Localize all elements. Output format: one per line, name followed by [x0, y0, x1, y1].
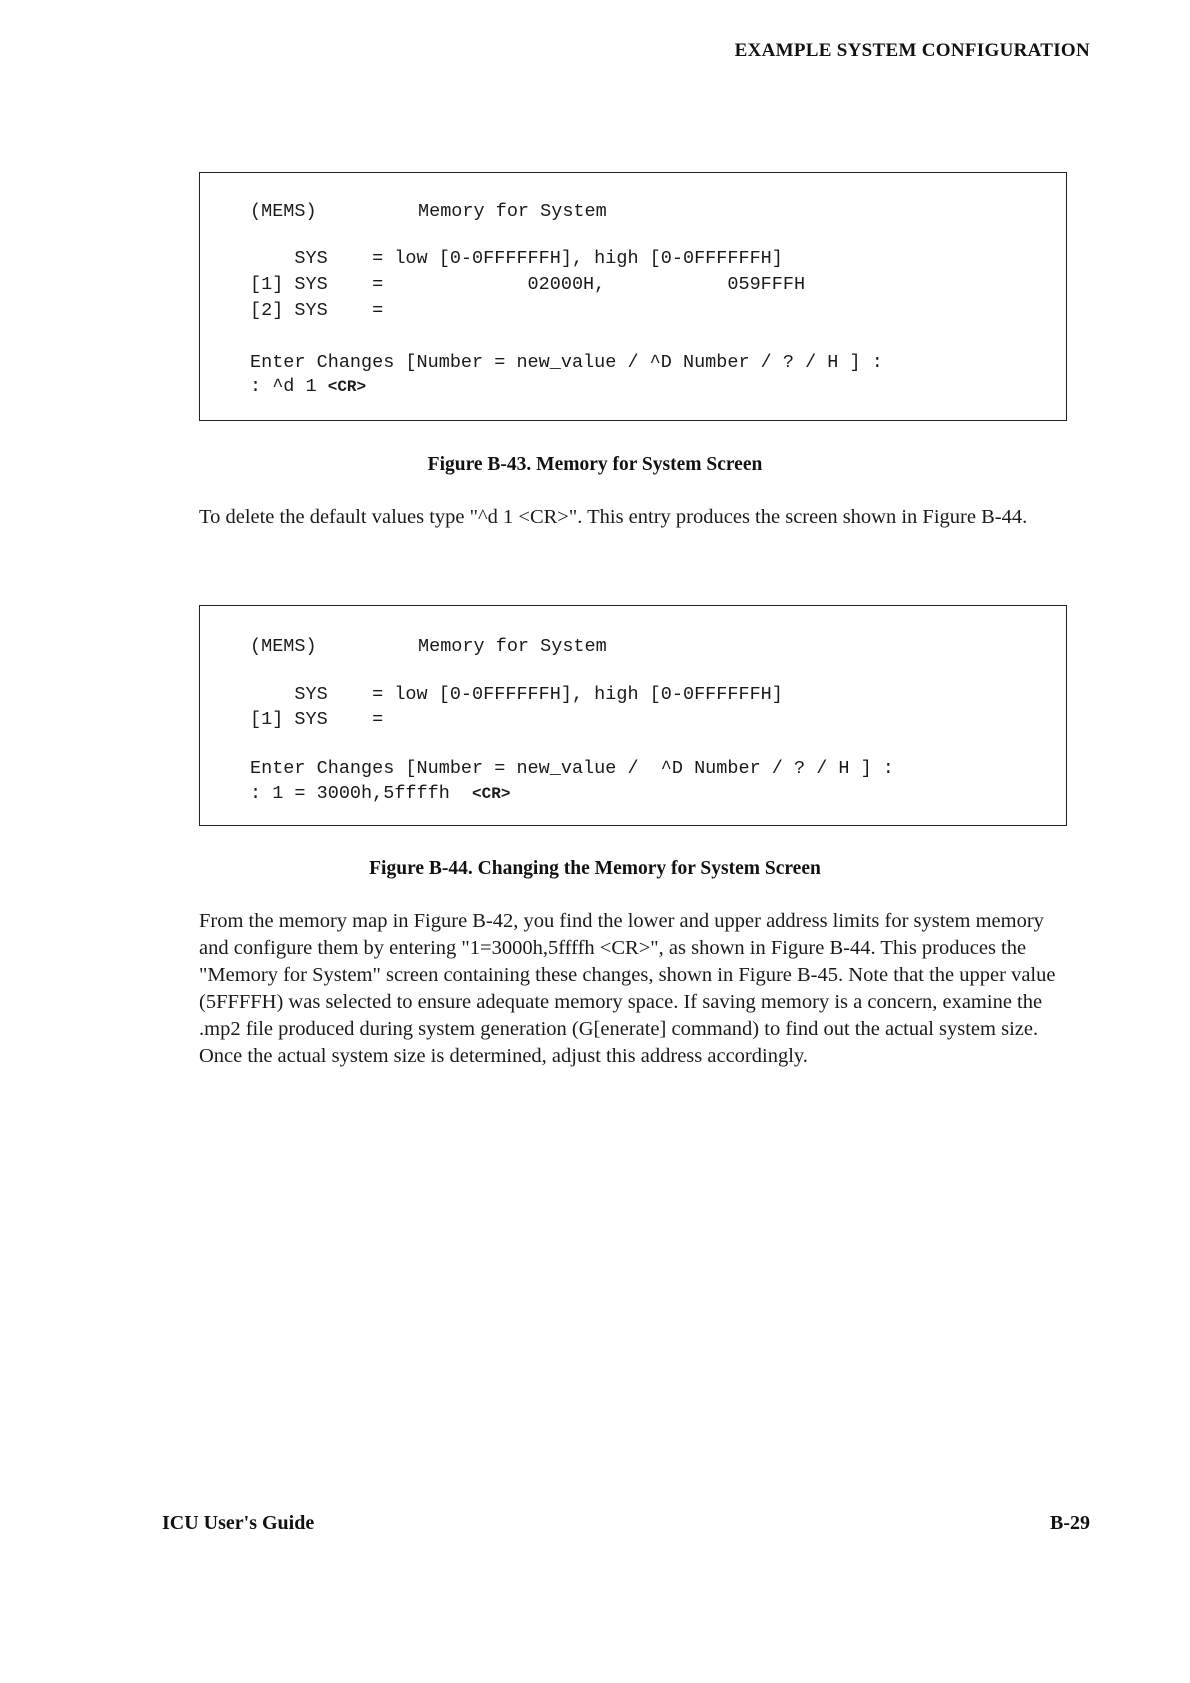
cr-key: <CR>	[472, 785, 511, 803]
screen-figure-b44	[199, 605, 1067, 826]
screen-line-sys-1: [1] SYS =	[250, 709, 384, 730]
footer-guide-title: ICU User's Guide	[162, 1512, 315, 1534]
screen-line-sys-range: SYS = low [0-0FFFFFFH], high [0-0FFFFFFH]	[250, 248, 783, 269]
screen-title: Memory for System	[418, 636, 607, 657]
figure-caption-b44: Figure B-44. Changing the Memory for System Screen	[369, 858, 821, 879]
screen-title: Memory for System	[418, 201, 607, 222]
paragraph-memory-limits: From the memory map in Figure B-42, you find the lower and upper address limits for system memory and configure them by entering "1=3000h,5ffffh <CR>", as shown in Figure B-44. This produces the "Memory for System" screen containing these changes, shown in Figure B-45. Note that the upper value (5FFFFH) was selected to ensure adequate memory space. If saving memory is a concern, examine the .mp2 file produced during system generation (G[enerate] command) to find out the actual system size. Once the actual system size is determined, adjust this address accordingly.	[199, 910, 1056, 1067]
screen-line-sys-2: [2] SYS =	[250, 300, 384, 321]
entry-text: : ^d 1	[250, 376, 328, 397]
running-header: EXAMPLE SYSTEM CONFIGURATION	[734, 40, 1090, 61]
screen-line-sys-range: SYS = low [0-0FFFFFFH], high [0-0FFFFFFH]	[250, 684, 783, 705]
screen-line-sys-1: [1] SYS = 02000H, 059FFFH	[250, 274, 806, 295]
screen-prompt: Enter Changes [Number = new_value / ^D Number / ? / H ] :	[250, 758, 894, 779]
entry-text: : 1 = 3000h,5ffffh	[250, 783, 473, 804]
screen-tag: (MEMS)	[250, 636, 317, 657]
screen-entry	[250, 785, 510, 804]
cr-key: <CR>	[327, 378, 367, 396]
footer-page-number: B-29	[1050, 1512, 1090, 1534]
screen-figure-b43	[199, 172, 1067, 421]
screen-tag: (MEMS)	[250, 201, 317, 222]
screen-prompt: Enter Changes [Number = new_value / ^D Number / ? / H ] :	[250, 352, 883, 373]
paragraph-delete-defaults: To delete the default values type "^d 1 <CR>". This entry produces the screen shown in Figure B-44.	[199, 506, 1028, 528]
figure-caption-b43: Figure B-43. Memory for System Screen	[427, 454, 763, 475]
screen-entry	[250, 378, 366, 397]
